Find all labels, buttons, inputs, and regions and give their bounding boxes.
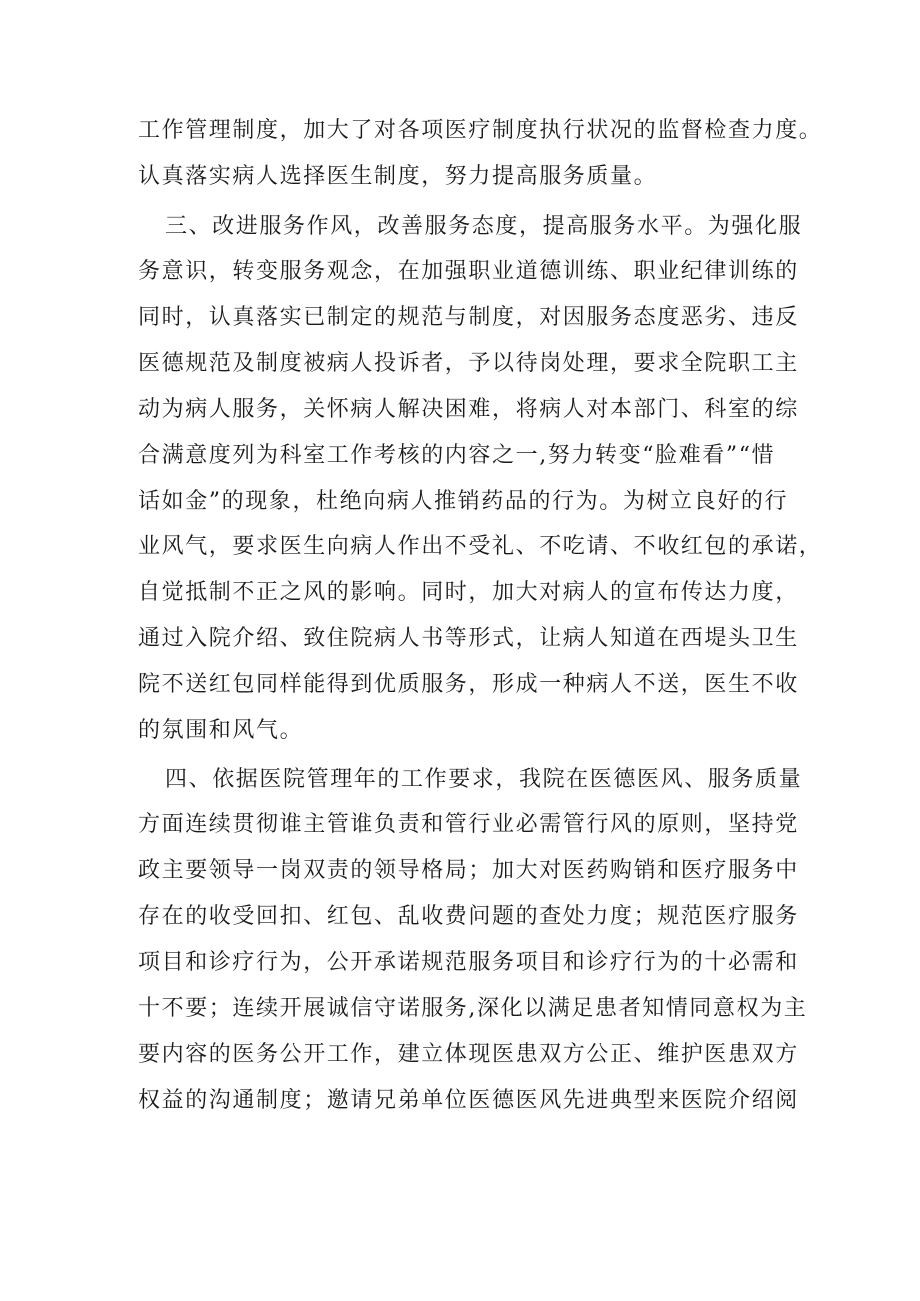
text-line: 同时，认真落实已制定的规范与制度，对因服务态度恶劣、违反 — [138, 305, 799, 330]
paragraph-start-line: 三、改进服务作风，改善服务态度，提高服务水平。为强化服 — [165, 214, 803, 239]
text-line: 话如金”的现象，杜绝向病人推销药品的行为。为树立良好的行 — [138, 489, 789, 514]
text-line: 业风气，要求医生向病人作出不受礼、不吃请、不收红包的承诺， — [138, 534, 823, 559]
text-line: 医德规范及制度被病人投诉者，予以待岗处理，要求全院职工主 — [138, 351, 799, 376]
text-line: 要内容的医务公开工作，建立体现医患双方公正、维护医患双方 — [138, 1042, 799, 1067]
text-line: 合满意度列为科室工作考核的内容之一,努力转变“脸难看”“惜 — [138, 443, 776, 468]
text-line: 方面连续贯彻谁主管谁负责和管行业必需管行风的原则，坚持党 — [138, 812, 799, 837]
text-line: 务意识，转变服务观念，在加强职业道德训练、职业纪律训练的 — [138, 259, 799, 284]
text-line: 工作管理制度，加大了对各项医疗制度执行状况的监督检查力度。 — [138, 118, 823, 143]
text-line: 项目和诊疗行为，公开承诺规范服务项目和诊疗行为的十必需和 — [138, 950, 799, 975]
text-line: 自觉抵制不正之风的影响。同时，加大对病人的宣布传达力度， — [138, 580, 799, 605]
text-line: 的氛围和风气。 — [138, 718, 304, 743]
text-line: 政主要领导一岗双责的领导格局；加大对医药购销和医疗服务中 — [138, 858, 799, 883]
text-line: 十不要；连续开展诚信守诺服务,深化以满足患者知情同意权为主 — [138, 996, 808, 1021]
paragraph-start-line: 四、依据医院管理年的工作要求，我院在医德医风、服务质量 — [165, 767, 803, 792]
text-line: 动为病人服务，关怀病人解决困难，将病人对本部门、科室的综 — [138, 397, 799, 422]
text-line: 通过入院介绍、致住院病人书等形式，让病人知道在西堤头卫生 — [138, 626, 799, 651]
text-line: 认真落实病人选择医生制度，努力提高服务质量。 — [138, 164, 658, 189]
text-line: 院不送红包同样能得到优质服务，形成一种病人不送，医生不收 — [138, 672, 799, 697]
text-line: 存在的收受回扣、红包、乱收费问题的查处力度；规范医疗服务 — [138, 904, 799, 929]
text-line: 权益的沟通制度；邀请兄弟单位医德医风先进典型来医院介绍阅 — [138, 1088, 799, 1113]
